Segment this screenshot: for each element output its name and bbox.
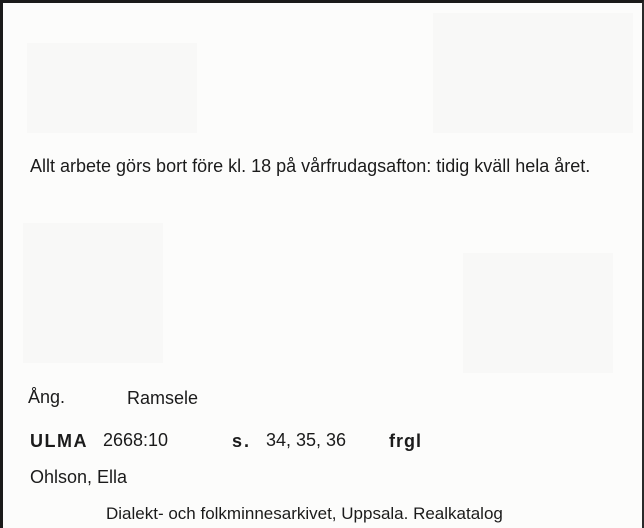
card-main-text: Allt arbete görs bort före kl. 18 på vårfrudagsafton: tidig kväll hela året. [30, 156, 591, 176]
show-through-text [463, 253, 613, 373]
note-code: frgl [389, 431, 422, 451]
show-through-text [27, 43, 197, 133]
informant-name: Ohlson, Ella [30, 467, 128, 487]
page-numbers: 34, 35, 36 [266, 430, 347, 450]
location-label: Ång. [28, 387, 66, 407]
archive-code: ULMA [30, 431, 88, 451]
show-through-text [433, 13, 633, 133]
archive-footer: Dialekt- och folkminnesarkivet, Uppsala. Realkatalog [106, 504, 503, 523]
record-number: 2668:10 [103, 430, 169, 450]
location-name: Ramsele [127, 388, 199, 408]
show-through-text [23, 223, 163, 363]
pages-label: s. [232, 431, 252, 451]
